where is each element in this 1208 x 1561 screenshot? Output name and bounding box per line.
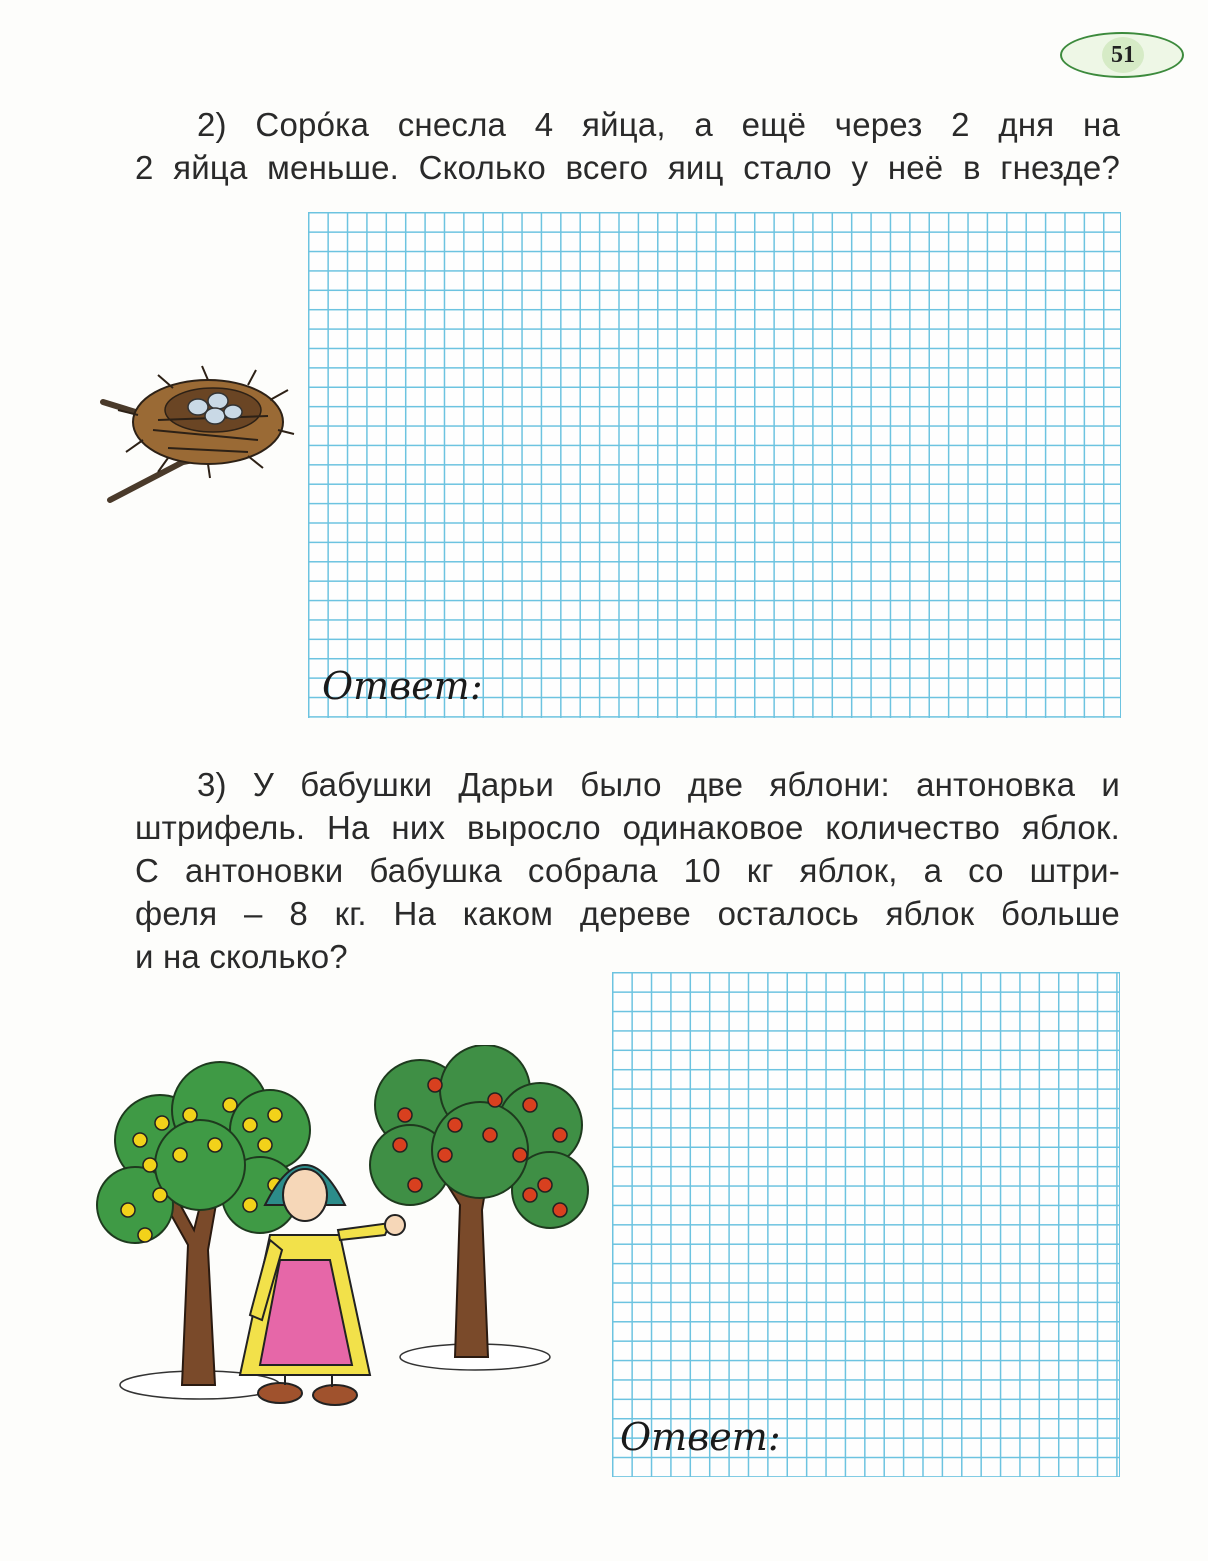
task-3-line-1: 3) У бабушки Дарьи было две яблони: антоновка и	[197, 766, 1120, 803]
task-2-text	[135, 103, 1120, 189]
task-3-line-3: С антоновки бабушка собрала 10 кг яблок, а со штри-	[135, 852, 1120, 889]
task-2-line-2: 2 яйца меньше. Сколько всего яиц стало у неё в гнезде?	[135, 149, 1120, 186]
egg	[205, 408, 225, 424]
task-3-line-5: и на сколько?	[135, 938, 348, 975]
face	[283, 1169, 327, 1221]
egg	[224, 405, 242, 419]
answer-label-task-2: Ответ:	[322, 664, 483, 708]
page-number: 51	[1102, 37, 1144, 73]
nest-illustration	[98, 360, 298, 510]
task-3-line-2: штрифель. На них выросло одинаковое количество яблок.	[135, 809, 1120, 846]
page-number-badge	[1060, 32, 1184, 78]
right-arm	[338, 1223, 390, 1240]
apple-trees-illustration	[90, 1045, 595, 1425]
answer-grid-task-2[interactable]	[308, 212, 1121, 718]
waving-hand	[385, 1215, 405, 1235]
egg	[208, 393, 228, 409]
answer-grid-task-3[interactable]	[612, 972, 1120, 1477]
task-3-text	[135, 763, 1120, 978]
task-2-line-1: 2) Соро́ка снесла 4 яйца, а ещё через 2 дня на	[197, 106, 1120, 143]
right-shoe	[313, 1385, 357, 1405]
egg	[188, 399, 208, 415]
left-shoe	[258, 1383, 302, 1403]
task-3-line-4: феля – 8 кг. На каком дереве осталось яблок больше	[135, 895, 1120, 932]
answer-label-task-3: Ответ:	[620, 1415, 781, 1459]
